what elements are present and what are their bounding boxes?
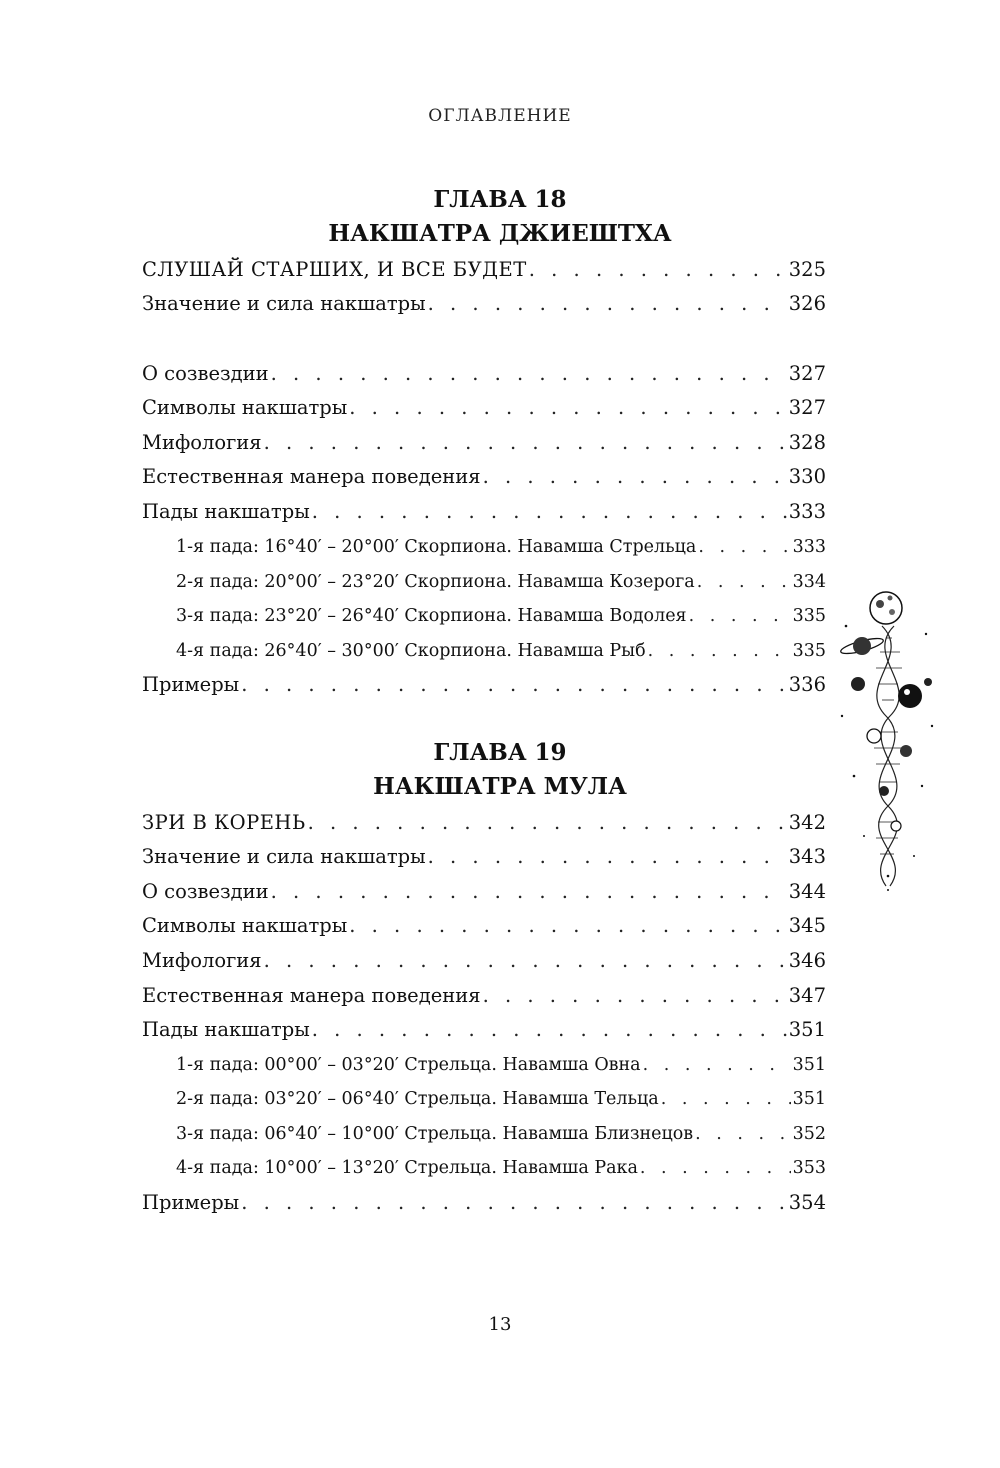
toc-entry-label: Естественная манера поведения	[142, 465, 481, 488]
toc-entry[interactable]	[142, 806, 826, 840]
toc-entry-page: 353	[792, 1158, 826, 1178]
toc-entry-label: О созвездии	[142, 880, 269, 903]
toc-entry-page: 327	[788, 362, 826, 385]
toc-subentry[interactable]	[176, 1082, 826, 1116]
toc-entry-label: Примеры	[142, 673, 240, 696]
leader-dots	[241, 668, 787, 702]
toc-subentry[interactable]	[176, 565, 826, 599]
leader-dots	[264, 944, 787, 978]
toc-entry-page: 325	[788, 258, 826, 281]
toc-entry-page: 333	[788, 500, 826, 523]
leader-dots	[529, 253, 787, 287]
toc-subentry[interactable]	[176, 530, 826, 564]
planets-dna-helix-icon	[834, 586, 944, 896]
toc-entry-label: Пады накшатры	[142, 500, 310, 523]
toc-entry-label: 2-я пада: 03°20′ – 06°40′ Стрельца. Навамша Тельца	[176, 1089, 659, 1109]
toc-entry-page: 330	[788, 465, 826, 488]
toc-entry-label: Мифология	[142, 431, 262, 454]
toc-entry-page: 351	[792, 1055, 826, 1075]
toc-entry-label: 2-я пада: 20°00′ – 23°20′ Скорпиона. Навамша Козерога	[176, 572, 695, 592]
leader-dots	[483, 979, 787, 1013]
toc-entry[interactable]	[142, 426, 826, 460]
toc-entry-label: ЗРИ В КОРЕНЬ	[142, 811, 306, 834]
toc-entry-label: 3-я пада: 23°20′ – 26°40′ Скорпиона. Навамша Водолея	[176, 606, 687, 626]
toc-entry-label: СЛУШАЙ СТАРШИХ, И ВСЕ БУДЕТ	[142, 258, 527, 281]
leader-dots	[271, 357, 787, 391]
toc-entry-label: Примеры	[142, 1191, 240, 1214]
toc-entry-page: 335	[792, 606, 826, 626]
leader-dots	[689, 599, 791, 633]
toc-subentry[interactable]	[176, 1117, 826, 1151]
toc-entry-page: 346	[788, 949, 826, 972]
toc-entry[interactable]	[142, 253, 826, 287]
leader-dots	[643, 1048, 791, 1082]
leader-dots	[640, 1151, 791, 1185]
toc-entry[interactable]	[142, 668, 826, 702]
toc-entry-page: 352	[792, 1124, 826, 1144]
leader-dots	[271, 875, 787, 909]
toc-entry-page: 326	[788, 292, 826, 315]
leader-dots	[428, 840, 787, 874]
toc-entry-label: Мифология	[142, 949, 262, 972]
leader-dots	[312, 1013, 787, 1047]
toc-entry-page: 328	[788, 431, 826, 454]
leader-dots	[648, 634, 791, 668]
leader-dots	[483, 460, 787, 494]
leader-dots	[312, 495, 787, 529]
toc-subentry[interactable]	[176, 1048, 826, 1082]
toc-entry[interactable]	[142, 944, 826, 978]
toc-entry-page: 336	[788, 673, 826, 696]
running-head: ОГЛАВЛЕНИЕ	[428, 106, 572, 126]
toc-entry-label: Символы накшатры	[142, 914, 348, 937]
toc-entry[interactable]	[142, 460, 826, 494]
toc-entry[interactable]	[142, 840, 826, 874]
leader-dots	[661, 1082, 791, 1116]
toc-entry-page: 354	[788, 1191, 826, 1214]
toc-entry-page: 333	[792, 537, 826, 557]
toc-entry[interactable]	[142, 909, 826, 943]
toc-entry-label: Пады накшатры	[142, 1018, 310, 1041]
chapter-18-heading	[0, 183, 1000, 251]
toc-entry-page: 345	[788, 914, 826, 937]
leader-dots	[308, 806, 787, 840]
toc-entry-label: О созвездии	[142, 362, 269, 385]
toc-entry-label: Символы накшатры	[142, 396, 348, 419]
toc-entry-page: 343	[788, 845, 826, 868]
toc-entry-label: Значение и сила накшатры	[142, 845, 426, 868]
leader-dots	[241, 1186, 787, 1220]
toc-entry-label: 1-я пада: 00°00′ – 03°20′ Стрельца. Навамша Овна	[176, 1055, 641, 1075]
toc-entry[interactable]	[142, 979, 826, 1013]
leader-dots	[428, 287, 787, 321]
toc-entry-label: 1-я пада: 16°40′ – 20°00′ Скорпиона. Навамша Стрельца	[176, 537, 697, 557]
toc-entry-label: 4-я пада: 26°40′ – 30°00′ Скорпиона. Навамша Рыб	[176, 641, 646, 661]
toc-entry[interactable]	[142, 1186, 826, 1220]
toc-subentry[interactable]	[176, 599, 826, 633]
chapter-number: ГЛАВА 18	[433, 186, 567, 213]
leader-dots	[697, 565, 791, 599]
toc-subentry[interactable]	[176, 1151, 826, 1185]
page-number: 13	[488, 1314, 512, 1335]
toc-entry-page: 334	[792, 572, 826, 592]
leader-dots	[264, 426, 787, 460]
toc-entry-label: 3-я пада: 06°40′ – 10°00′ Стрельца. Навамша Близнецов	[176, 1124, 694, 1144]
toc-entry-label: 4-я пада: 10°00′ – 13°20′ Стрельца. Навамша Рака	[176, 1158, 638, 1178]
toc-entry[interactable]	[142, 495, 826, 529]
toc-entry-page: 344	[788, 880, 826, 903]
toc-entry[interactable]	[142, 391, 826, 425]
toc-entry-label: Значение и сила накшатры	[142, 292, 426, 315]
leader-dots	[698, 530, 790, 564]
chapter-name: НАКШАТРА ДЖИЕШТХА	[328, 220, 672, 247]
leader-dots	[349, 391, 787, 425]
toc-entry[interactable]	[142, 875, 826, 909]
toc-entry[interactable]	[142, 357, 826, 391]
toc-entry[interactable]	[142, 287, 826, 321]
toc-entry-page: 351	[788, 1018, 826, 1041]
toc-entry-label: Естественная манера поведения	[142, 984, 481, 1007]
toc-subentry[interactable]	[176, 634, 826, 668]
toc-entry-page: 335	[792, 641, 826, 661]
toc-entry-page: 342	[788, 811, 826, 834]
leader-dots	[349, 909, 787, 943]
toc-entry-page: 347	[788, 984, 826, 1007]
chapter-number: ГЛАВА 19	[433, 739, 567, 766]
toc-entry-page: 351	[792, 1089, 826, 1109]
toc-entry-page: 327	[788, 396, 826, 419]
leader-dots	[695, 1117, 790, 1151]
chapter-name: НАКШАТРА МУЛА	[373, 773, 627, 800]
toc-entry[interactable]	[142, 1013, 826, 1047]
